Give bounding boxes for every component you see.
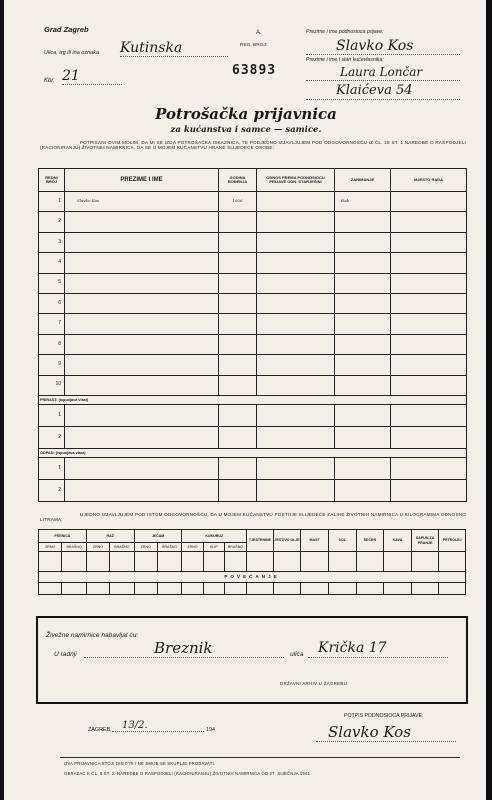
person-name <box>65 355 219 375</box>
person-birth-year <box>219 293 257 313</box>
col-header-number: REDNI BROJ <box>39 169 65 192</box>
person-workplace <box>391 232 467 252</box>
row-number: 1 <box>39 457 65 479</box>
person-relation <box>257 253 335 273</box>
reg-label: REG. BROJ: <box>240 43 268 48</box>
person-name: Slavko Kos <box>65 192 219 212</box>
row-number: 7 <box>39 314 65 334</box>
person-occupation <box>335 273 391 293</box>
person-birth-year <box>219 334 257 354</box>
year-label: 194 <box>206 727 215 733</box>
person-birth-year <box>219 375 257 395</box>
person-occupation <box>335 253 391 273</box>
odpad-section-label: ODPAD: (ispunjava vlast) <box>39 448 467 457</box>
food-group-psenica: PŠENICA <box>39 530 87 543</box>
person-workplace <box>391 212 467 232</box>
applicant-label: Prezime i ime podnosioca prijave: <box>306 29 384 35</box>
sub-zrno: ZRNO <box>39 543 62 552</box>
col-header-birth-year: GODINA ROĐENJA <box>219 169 257 192</box>
sub-brasno: BRAŠNO <box>62 543 86 552</box>
person-birth-year <box>219 314 257 334</box>
row-number: 2 <box>39 426 65 448</box>
person-relation <box>257 212 335 232</box>
supply-box <box>36 616 468 704</box>
letter-label: A. <box>256 30 262 36</box>
povecanje-label: POVEĆANJE <box>39 572 466 583</box>
person-occupation <box>335 232 391 252</box>
archive-stamp: DRŽAVNI ARHIV U ZAGREBU <box>280 681 348 686</box>
person-workplace <box>391 334 467 354</box>
house-number-value: 21 <box>62 68 122 85</box>
landlord-address: Klaićeva 54 <box>306 84 460 100</box>
supply-heading: Živežne namirnice nabavljat ću: <box>46 632 139 639</box>
table-row <box>39 375 467 395</box>
person-name <box>65 273 219 293</box>
table-row <box>39 293 467 313</box>
food-mast: MAST <box>301 530 329 552</box>
sub-klip: KLIP <box>203 543 224 552</box>
food-increase-row <box>39 583 466 595</box>
person-workplace <box>391 314 467 334</box>
person-name <box>65 314 219 334</box>
place-label: ZAGREB, <box>88 727 112 733</box>
signature-label: POTPIS PODNOSIOCA PRIJAVE: <box>344 713 424 719</box>
intro-paragraph: POTPISANI OVIM MOLIM, DA MI SE IZDA POTROŠAČKA ISKAZNICA, TE PODJEDNO IZJAVLJUJEM POD ODGOVORNOŠĆU IZ ČL. 18 ST. 1 NAREDBE O RASPODJELI (RACIONIRANJU) ŽIVOTNIH NAMIRNICA, DA SE U MOJEM KUĆANSTVU HRANE SLIJEDEĆE OSOBE: <box>40 140 466 151</box>
table-row <box>39 334 467 354</box>
food-sapun: SAPUN ZA PRANJE <box>411 530 439 552</box>
person-occupation <box>335 355 391 375</box>
prirast-row <box>39 426 467 448</box>
person-birth-year: 1926 <box>219 192 257 212</box>
food-stock-table <box>38 529 466 595</box>
supply-street-value: Krička 17 <box>308 640 448 658</box>
food-group-kukuruz: KUKURUZ <box>182 530 247 543</box>
food-kava: KAVA <box>384 530 412 552</box>
city-name: Grad Zagreb <box>44 25 89 34</box>
footer-note-price: OVA PRIJAVNICA STOJI DIN 0'75 I NE SMIJE SE SKUPLJE PRODAVATI. <box>64 761 216 766</box>
sub-zrno: ZRNO <box>134 543 157 552</box>
person-name <box>65 375 219 395</box>
table-row <box>39 212 467 232</box>
col-header-workplace: MJESTO RADA <box>391 169 467 192</box>
odpad-row <box>39 457 467 479</box>
person-workplace <box>391 253 467 273</box>
row-number: 5 <box>39 273 65 293</box>
food-petrolej: PETROLEJ <box>439 530 466 552</box>
applicant-value: Slavko Kos <box>306 38 460 55</box>
person-relation <box>257 314 335 334</box>
row-number: 10 <box>39 375 65 395</box>
person-birth-year <box>219 273 257 293</box>
person-occupation <box>335 375 391 395</box>
person-relation <box>257 334 335 354</box>
person-occupation <box>335 334 391 354</box>
person-occupation <box>335 212 391 232</box>
person-name <box>65 212 219 232</box>
person-relation <box>257 355 335 375</box>
person-occupation <box>335 314 391 334</box>
street-label: Ulica, trg ili ina oznaka <box>44 50 100 56</box>
footer-note-regulation: OBRAZAC K ČL. 5 ST. 2. NAREDBE O RASPODJELI (RACIONIRANJU) ŽIVOTNIH NAMIRNICA OD 27. SIJEČNJA 1941. <box>64 771 312 776</box>
supply-street-label: ulica <box>290 651 304 658</box>
row-number: 4 <box>39 253 65 273</box>
food-values-row <box>39 552 466 572</box>
person-occupation <box>335 293 391 313</box>
sub-zrno: ZRNO <box>182 543 203 552</box>
table-row <box>39 192 467 212</box>
person-workplace <box>391 293 467 313</box>
person-workplace <box>391 355 467 375</box>
landlord-name: Laura Lončar <box>306 66 460 81</box>
form-subtitle: za kućanstva i samce — samice. <box>170 125 322 135</box>
shop-value: Breznik <box>84 640 284 658</box>
person-relation <box>257 375 335 395</box>
sub-brasno: BRAŠNO <box>224 543 246 552</box>
person-birth-year <box>219 253 257 273</box>
food-group-raz: RAŽ <box>86 530 134 543</box>
person-relation <box>257 293 335 313</box>
food-group-jecam: JEČAM <box>134 530 182 543</box>
person-workplace <box>391 273 467 293</box>
table-row <box>39 273 467 293</box>
food-ulje: JESTIVO ULJE <box>273 530 301 552</box>
food-sol: SOL <box>328 530 356 552</box>
row-number: 3 <box>39 232 65 252</box>
footer-divider <box>60 757 460 758</box>
table-row <box>39 232 467 252</box>
person-workplace <box>391 375 467 395</box>
person-workplace <box>391 192 467 212</box>
row-number: 6 <box>39 293 65 313</box>
person-relation <box>257 192 335 212</box>
col-header-name: PREZIME I IME <box>65 169 219 192</box>
reg-number: 63893 <box>232 63 277 78</box>
sub-zrno: ZRNO <box>86 543 109 552</box>
food-secer: ŠEĆER <box>356 530 384 552</box>
household-table <box>38 168 467 502</box>
row-number: 2 <box>39 479 65 501</box>
street-value: Kutinska <box>120 40 228 57</box>
row-number: 2 <box>39 212 65 232</box>
food-tjestenine: TJESTENINE <box>247 530 274 552</box>
person-relation <box>257 232 335 252</box>
row-number: 1 <box>39 404 65 426</box>
shop-label: U radnji <box>54 651 77 658</box>
date-value: 13/2. <box>112 720 204 732</box>
table-row <box>39 253 467 273</box>
col-header-occupation: ZANIMANJE <box>335 169 391 192</box>
row-number: 1 <box>39 192 65 212</box>
sub-brasno: BRAŠNO <box>110 543 134 552</box>
person-name <box>65 232 219 252</box>
odpad-row <box>39 479 467 501</box>
person-birth-year <box>219 232 257 252</box>
table-row <box>39 314 467 334</box>
sub-brasno: BRAŠNO <box>157 543 181 552</box>
signature-value: Slavko Kos <box>316 724 456 742</box>
row-number: 8 <box>39 334 65 354</box>
person-birth-year <box>219 355 257 375</box>
col-header-relation: ODNOS PREMA PODNOSIOCU PRIJAVE ODN. STARJEŠINI <box>257 169 335 192</box>
form-title: Potrošačka prijavnica <box>155 105 337 123</box>
table-row <box>39 355 467 375</box>
prirast-row <box>39 404 467 426</box>
prirast-section-label: PRIRAST: (ispunjava vlast) <box>39 395 467 404</box>
person-name <box>65 293 219 313</box>
stock-paragraph: UJEDNO IZJAVLJUJEM POD ISTOM ODGOVORNOŠĆU, DA U MOJEM KUĆANSTVU POSTOJE SLIJEDEĆE ZALIHE ŽIVOTNIH NAMIRNICA U KILOGRAMIMA ODNOSNO LITRAMA: <box>40 512 466 523</box>
person-name <box>65 334 219 354</box>
person-birth-year <box>219 212 257 232</box>
person-name <box>65 253 219 273</box>
person-occupation: Đak <box>335 192 391 212</box>
house-number-label: Kbr. <box>44 78 55 84</box>
landlord-label: Prezime i ime i stan kućevlasnika: <box>306 57 384 63</box>
person-relation <box>257 273 335 293</box>
row-number: 9 <box>39 355 65 375</box>
